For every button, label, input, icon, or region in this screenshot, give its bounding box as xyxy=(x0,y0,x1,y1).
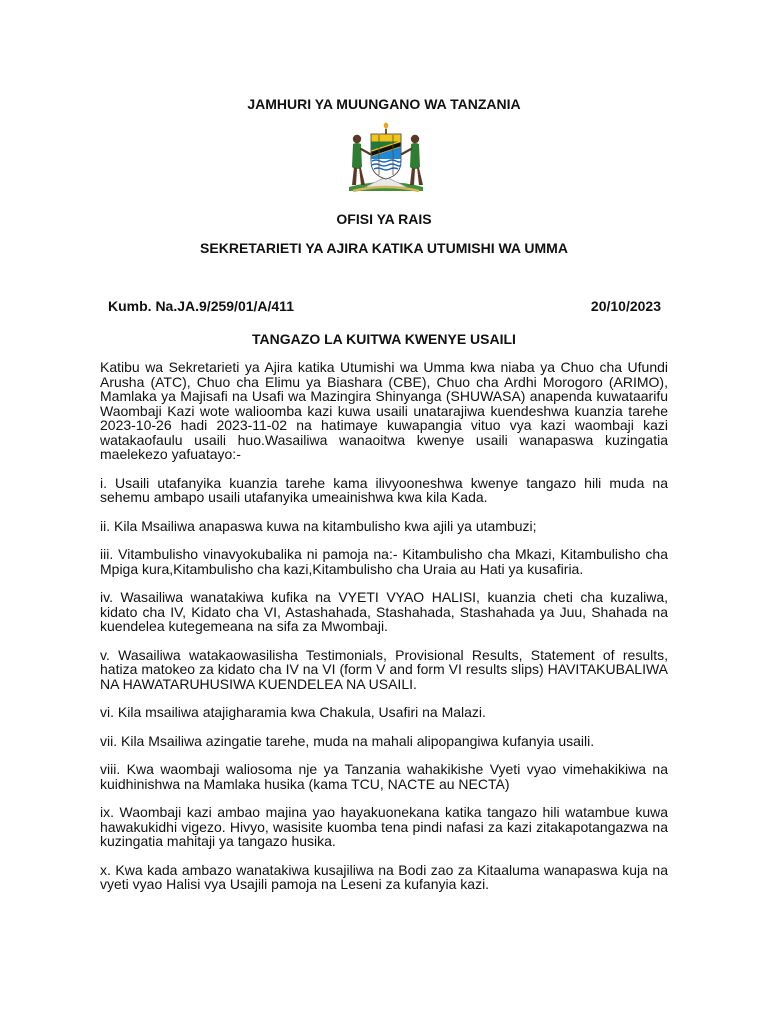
instruction-item: ii. Kila Msailiwa anapaswa kuwa na kitambulisho kwa ajili ya utambuzi; xyxy=(100,517,537,534)
instruction-item: v. Wasailiwa watakaowasilisha Testimonials, Provisional Results, Statement of results, hatiza matokeo za kidato cha IV na VI (form V and form VI results slips) HAVITAKUBALIWA NA HAWATARUHUSIWA KUENDELEA NA USAILI. xyxy=(100,646,668,692)
instruction-item: iii. Vitambulisho vinavyokubalika ni pamoja na:- Kitambulisho cha Mkazi, Kitambulisho cha Mpiga kura,Kitambulisho cha kazi,Kitambulisho cha Uraia au Hati ya kusafiria. xyxy=(100,546,668,577)
instruction-item: x. Kwa kada ambazo wanatakiwa kusajiliwa na Bodi zao za Kitaaluma wanapaswa kuja na vyeti vyao Halisi vya Usajili pamoja na Leseni za kufanyia kazi. xyxy=(100,861,668,892)
instruction-item: i. Usaili utafanyika kuanzia tarehe kama ilivyooneshwa kwenye tangazo hili muda na sehemu ambapo usaili utafanyika umeainishwa kwa kila Kada. xyxy=(100,474,668,505)
notice-body xyxy=(100,360,668,906)
instruction-item: vi. Kila msailiwa atajigharamia kwa Chakula, Usafiri na Malazi. xyxy=(100,704,486,720)
notice-date: 20/10/2023 xyxy=(590,298,661,314)
instruction-item: viii. Kwa waombaji waliosoma nje ya Tanzania wahakikishe Vyeti vyao vimehakikiwa na kuidhinishwa na Mamlaka husika (kama TCU, NACTE au NECTA) xyxy=(100,761,668,792)
instruction-item: vii. Kila Msailiwa azingatie tarehe, muda na mahali alipopangiwa kufanyia usaili. xyxy=(100,732,595,749)
secretariat-heading: SEKRETARIETI YA AJIRA KATIKA UTUMISHI WA UMMA xyxy=(200,240,568,256)
instruction-item: ix. Waombaji kazi ambao majina yao hayakuonekana katika tangazo hili watambue kuwa hawakukidhi vigezo. Hivyo, wasisite kuomba tena pindi nafasi za kazi zitakapotangazwa na kuzingatia mahitaji ya tangazo husika. xyxy=(100,804,668,849)
instruction-item: iv. Wasailiwa wanatakiwa kufika na VYETI VYAO HALISI, kuanzia cheti cha kuzaliwa, kidato cha IV, Kidato cha VI, Astashahada, Stashahada, Stashahada ya Juu, Shahada na kuendelea kutegemeana na sifa za Mwombaji. xyxy=(100,589,668,634)
intro-paragraph: Katibu wa Sekretarieti ya Ajira katika Utumishi wa Umma kwa niaba ya Chuo cha Ufundi Arusha (ATC), Chuo cha Elimu ya Biashara (CBE), Chuo cha Ardhi Morogoro (ARIMO), Mamlaka ya Majisafi na Usafi wa Mazingira Shinyanga (SHUWASA) anapenda kuwataarifu Waombaji Kazi wote walioomba kazi kuwa usaili unatarajiwa kuendeshwa kuanzia tarehe 2023-10-26 hadi 2023-11-02 na hatimaye kuwapangia vituo vya kazi waombaji kazi watakaofaulu usaili huo.Wasailiwa wanaoitwa kwenye usaili wanapaswa kuzingatia maelekezo yafuatayo:- xyxy=(100,359,668,462)
country-heading: JAMHURI YA MUUNGANO WA TANZANIA xyxy=(247,96,521,112)
office-heading: OFISI YA RAIS xyxy=(336,211,432,227)
notice-title: TANGAZO LA KUITWA KWENYE USAILI xyxy=(252,331,516,347)
tanzania-coat-of-arms-icon xyxy=(343,121,429,193)
reference-number: Kumb. Na.JA.9/259/01/A/411 xyxy=(108,298,294,314)
